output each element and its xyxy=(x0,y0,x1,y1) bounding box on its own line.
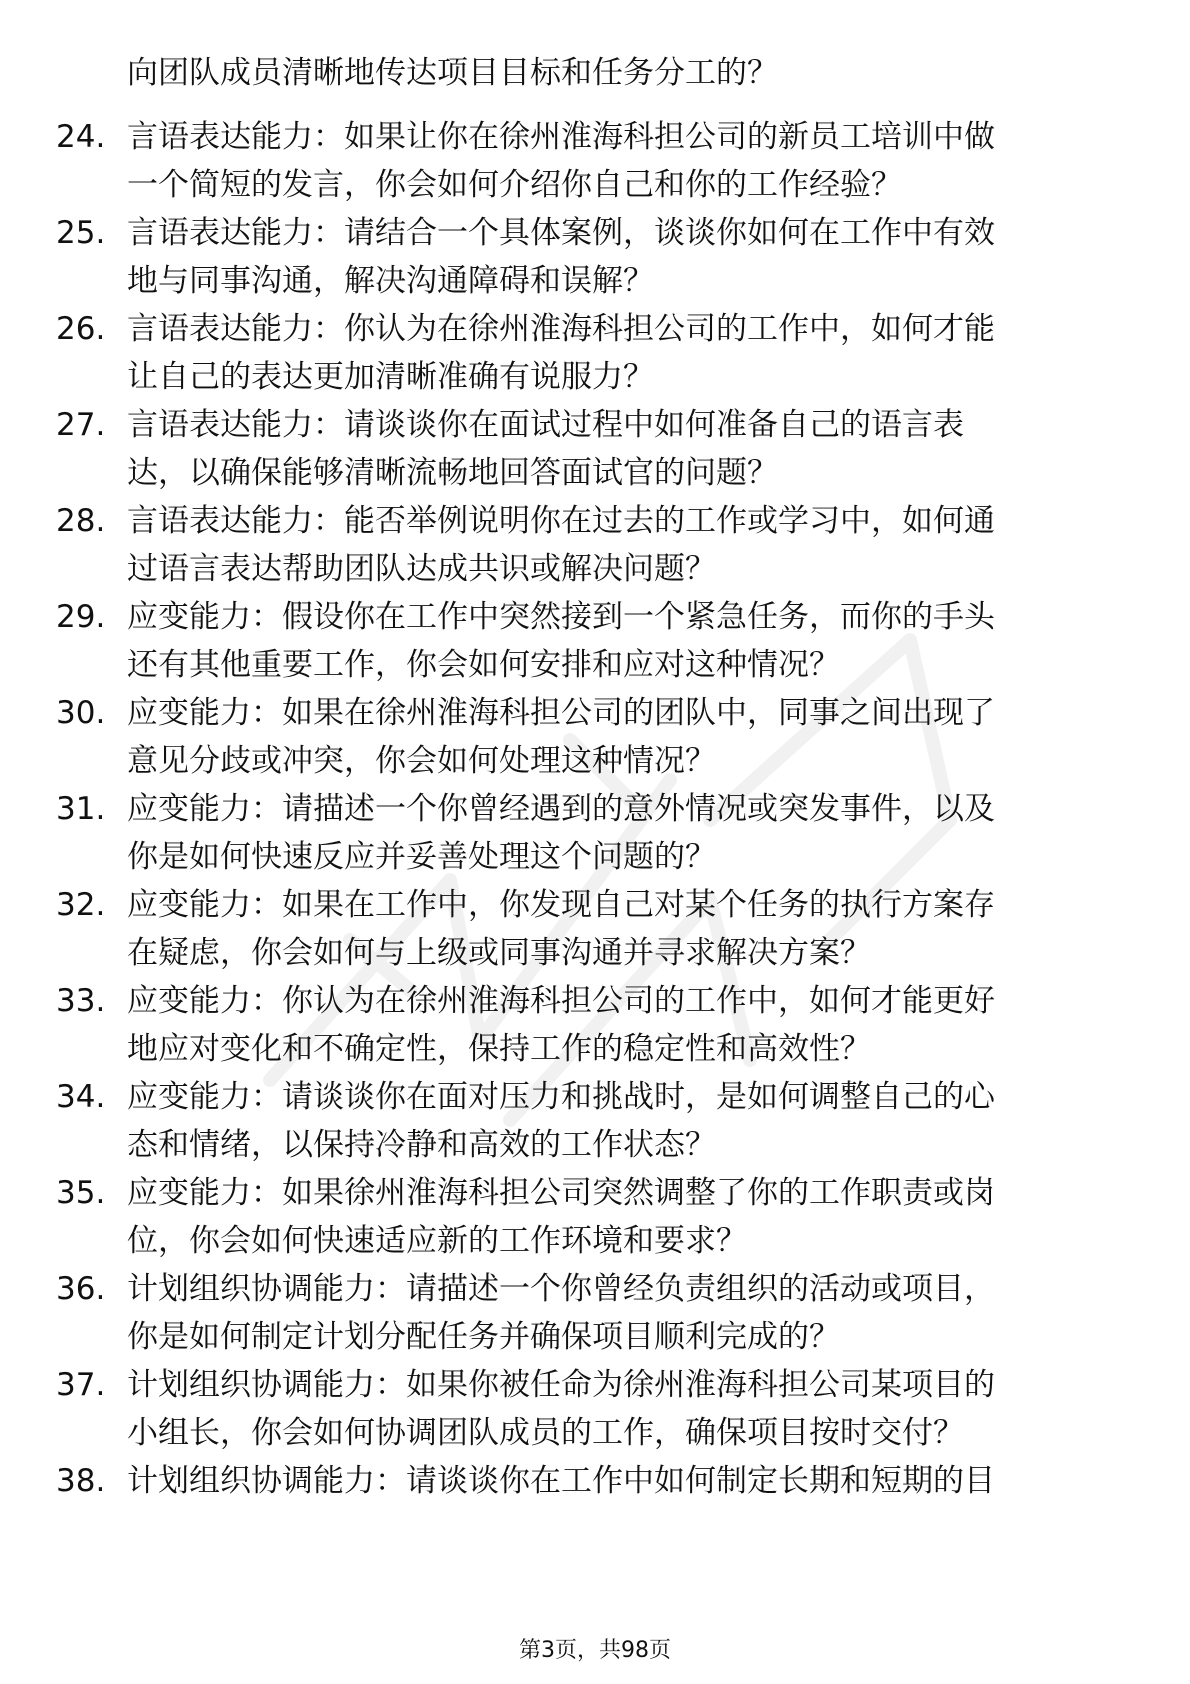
question-number: 34. xyxy=(56,1079,106,1115)
question-number: 33. xyxy=(56,983,106,1019)
question-item xyxy=(56,593,1146,689)
question-item xyxy=(56,977,1146,1073)
question-text-line: 应变能力：如果在徐州淮海科担公司的团队中，同事之间出现了 xyxy=(127,695,995,731)
question-number: 38. xyxy=(56,1463,106,1499)
question-number: 35. xyxy=(56,1175,106,1211)
question-text-line: 地应对变化和不确定性，保持工作的稳定性和高效性？ xyxy=(127,1031,871,1067)
question-text-line: 计划组织协调能力：请谈谈你在工作中如何制定长期和短期的目 xyxy=(127,1463,995,1499)
page-footer: 第3页，共98页 xyxy=(519,1638,671,1663)
question-text-line: 计划组织协调能力：如果你被任命为徐州淮海科担公司某项目的 xyxy=(127,1367,995,1403)
question-text-line: 计划组织协调能力：请描述一个你曾经负责组织的活动或项目， xyxy=(127,1271,995,1307)
question-text-line: 言语表达能力：请结合一个具体案例，谈谈你如何在工作中有效 xyxy=(127,215,995,251)
question-number: 25. xyxy=(56,215,106,251)
question-number: 36. xyxy=(56,1271,106,1307)
question-text-line: 位，你会如何快速适应新的工作环境和要求？ xyxy=(127,1223,747,1259)
question-item xyxy=(56,1169,1146,1265)
question-item xyxy=(56,1361,1146,1457)
question-item xyxy=(56,689,1146,785)
question-text-line: 应变能力：如果在工作中，你发现自己对某个任务的执行方案存 xyxy=(127,887,995,923)
question-text-line: 意见分歧或冲突，你会如何处理这种情况？ xyxy=(127,743,716,779)
question-number: 26. xyxy=(56,311,106,347)
question-text-line: 态和情绪，以保持冷静和高效的工作状态？ xyxy=(127,1127,716,1163)
question-text-line: 应变能力：如果徐州淮海科担公司突然调整了你的工作职责或岗 xyxy=(127,1175,995,1211)
question-number: 27. xyxy=(56,407,106,443)
question-item xyxy=(56,209,1146,305)
question-list xyxy=(56,113,1146,1553)
question-item xyxy=(56,497,1146,593)
question-item xyxy=(56,305,1146,401)
question-text-line: 应变能力：请谈谈你在面对压力和挑战时，是如何调整自己的心 xyxy=(127,1079,995,1115)
question-number: 28. xyxy=(56,503,106,539)
question-text-line: 你是如何制定计划分配任务并确保项目顺利完成的？ xyxy=(127,1319,840,1355)
question-text-line: 应变能力：你认为在徐州淮海科担公司的工作中，如何才能更好 xyxy=(127,983,995,1019)
question-item xyxy=(56,1265,1146,1361)
question-text-line: 还有其他重要工作，你会如何安排和应对这种情况？ xyxy=(127,647,840,683)
question-text-line: 让自己的表达更加清晰准确有说服力？ xyxy=(127,359,654,395)
question-text-line: 过语言表达帮助团队达成共识或解决问题？ xyxy=(127,551,716,587)
question-number: 31. xyxy=(56,791,106,827)
continuation-text: 向团队成员清晰地传达项目目标和任务分工的？ xyxy=(127,55,778,91)
question-item xyxy=(56,1457,1146,1553)
question-item xyxy=(56,1073,1146,1169)
question-text-line: 地与同事沟通，解决沟通障碍和误解？ xyxy=(127,263,654,299)
question-text-line: 言语表达能力：能否举例说明你在过去的工作或学习中，如何通 xyxy=(127,503,995,539)
question-text-line: 你是如何快速反应并妥善处理这个问题的？ xyxy=(127,839,716,875)
question-text-line: 小组长，你会如何协调团队成员的工作，确保项目按时交付？ xyxy=(127,1415,964,1451)
question-number: 37. xyxy=(56,1367,106,1403)
question-item xyxy=(56,881,1146,977)
question-text-line: 言语表达能力：请谈谈你在面试过程中如何准备自己的语言表 xyxy=(127,407,964,443)
question-number: 24. xyxy=(56,119,106,155)
question-text-line: 在疑虑，你会如何与上级或同事沟通并寻求解决方案？ xyxy=(127,935,871,971)
question-text-line: 言语表达能力：你认为在徐州淮海科担公司的工作中，如何才能 xyxy=(127,311,995,347)
question-item xyxy=(56,785,1146,881)
question-text-line: 达，以确保能够清晰流畅地回答面试官的问题？ xyxy=(127,455,778,491)
question-item xyxy=(56,113,1146,209)
question-number: 30. xyxy=(56,695,106,731)
question-number: 32. xyxy=(56,887,106,923)
question-text-line: 应变能力：请描述一个你曾经遇到的意外情况或突发事件，以及 xyxy=(127,791,995,827)
question-text-line: 一个简短的发言，你会如何介绍你自己和你的工作经验？ xyxy=(127,167,902,203)
question-text-line: 应变能力：假设你在工作中突然接到一个紧急任务，而你的手头 xyxy=(127,599,995,635)
question-number: 29. xyxy=(56,599,106,635)
question-item xyxy=(56,401,1146,497)
question-text-line: 言语表达能力：如果让你在徐州淮海科担公司的新员工培训中做 xyxy=(127,119,995,155)
